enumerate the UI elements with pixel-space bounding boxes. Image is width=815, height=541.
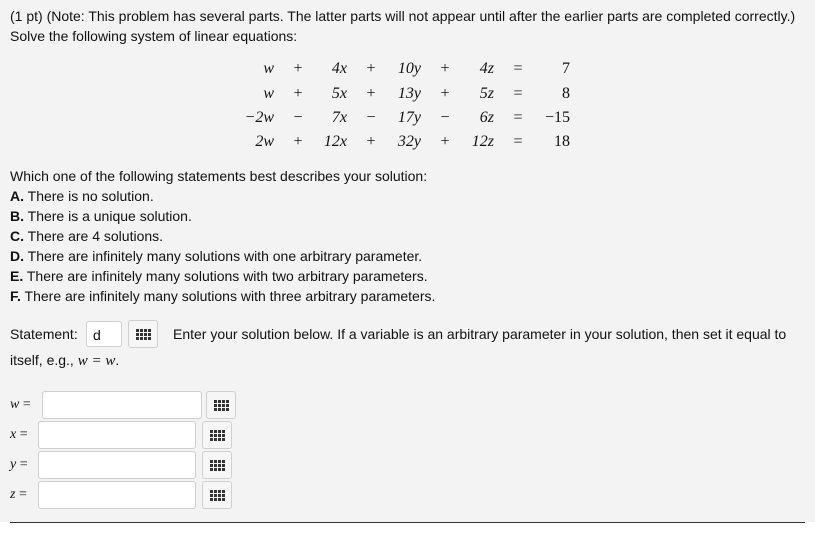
option-letter: B. <box>10 208 24 224</box>
equation-1-w: w <box>263 60 274 77</box>
equation-3-op1: − <box>293 109 303 126</box>
equation-2-op2: + <box>366 85 376 102</box>
answer-x-label: x = <box>10 427 28 442</box>
problem-note: (1 pt) (Note: This problem has several parts. The latter parts will not appear until after the earlier parts are completed correctly.) <box>10 8 796 24</box>
option-a <box>10 188 154 204</box>
equation-1-z: 4z <box>479 60 494 77</box>
equation-editor-grid-icon <box>214 400 229 411</box>
statement-input[interactable]: d <box>86 321 122 347</box>
equation-3-x: 7x <box>331 109 347 126</box>
statement-instruction-2: itself, e.g., w = w. <box>10 352 120 369</box>
option-e <box>10 268 428 284</box>
equation-3-rhs: −15 <box>544 109 570 126</box>
equation-3-w: −2w <box>244 109 274 126</box>
option-text: There are infinitely many solutions with two arbitrary parameters. <box>23 268 428 284</box>
answer-y-palette-button[interactable] <box>202 451 232 479</box>
equation-2-x: 5x <box>331 85 347 102</box>
equation-4-x: 12x <box>323 133 347 150</box>
equation-3-op2: − <box>366 109 376 126</box>
option-text: There is a unique solution. <box>24 208 192 224</box>
answer-z-input[interactable] <box>38 481 196 509</box>
option-text: There are 4 solutions. <box>24 228 164 244</box>
option-letter: E. <box>10 268 24 284</box>
equation-4-op1: + <box>293 133 303 150</box>
option-letter: F. <box>10 288 21 304</box>
option-c <box>10 228 163 244</box>
divider <box>10 522 805 523</box>
equation-4-op2: + <box>366 133 376 150</box>
equation-2-y: 13y <box>397 85 421 102</box>
option-letter: D. <box>10 248 24 264</box>
statement-instruction: Enter your solution below. If a variable is an arbitrary parameter in your solution, then set it equal to <box>173 326 787 342</box>
option-letter: C. <box>10 228 24 244</box>
question-text: Which one of the following statements best describes your solution: <box>10 168 428 184</box>
statement-palette-button[interactable] <box>128 320 158 348</box>
equation-4-eq: = <box>513 133 523 150</box>
answer-x-input[interactable] <box>38 421 196 449</box>
equation-3-eq: = <box>513 109 523 126</box>
option-letter: A. <box>10 188 24 204</box>
answer-y-label: y = <box>10 457 28 472</box>
equation-1-rhs: 7 <box>562 60 570 77</box>
answer-y-input[interactable] <box>38 451 196 479</box>
equation-2-w: w <box>263 85 274 102</box>
equation-3-y: 17y <box>397 109 421 126</box>
equation-2-rhs: 8 <box>562 85 570 102</box>
answer-w-palette-button[interactable] <box>206 391 236 419</box>
equation-editor-grid-icon <box>136 329 151 340</box>
option-text: There are infinitely many solutions with three arbitrary parameters. <box>20 288 436 304</box>
answer-z-palette-button[interactable] <box>202 481 232 509</box>
equation-2-z: 5z <box>479 85 494 102</box>
equation-editor-grid-icon <box>210 490 225 501</box>
option-text: There is no solution. <box>24 188 154 204</box>
equation-4-z: 12z <box>471 133 494 150</box>
equation-editor-grid-icon <box>210 460 225 471</box>
equation-3-z: 6z <box>479 109 494 126</box>
equation-3-op3: − <box>440 109 450 126</box>
equation-2-eq: = <box>513 85 523 102</box>
equation-1-x: 4x <box>331 60 347 77</box>
answer-w-label: w = <box>10 397 31 412</box>
equation-2-op1: + <box>293 85 303 102</box>
equation-editor-grid-icon <box>210 430 225 441</box>
equation-1-eq: = <box>513 60 523 77</box>
option-f <box>10 288 435 304</box>
answer-x-palette-button[interactable] <box>202 421 232 449</box>
equation-1-op2: + <box>366 60 376 77</box>
equation-1-op1: + <box>293 60 303 77</box>
problem-instruction: Solve the following system of linear equations: <box>10 28 298 44</box>
equation-4-rhs: 18 <box>554 133 570 150</box>
equation-4-y: 32y <box>397 133 421 150</box>
equation-4-op3: + <box>440 133 450 150</box>
equation-1-op3: + <box>440 60 450 77</box>
equation-4-w: 2w <box>255 133 274 150</box>
equation-2-op3: + <box>440 85 450 102</box>
equation-1-y: 10y <box>397 60 421 77</box>
answer-z-label: z = <box>10 487 27 502</box>
statement-label: Statement: <box>10 326 78 342</box>
option-d <box>10 248 422 264</box>
option-text: There are infinitely many solutions with one arbitrary parameter. <box>24 248 423 264</box>
answer-w-input[interactable] <box>42 391 202 419</box>
option-b <box>10 208 192 224</box>
